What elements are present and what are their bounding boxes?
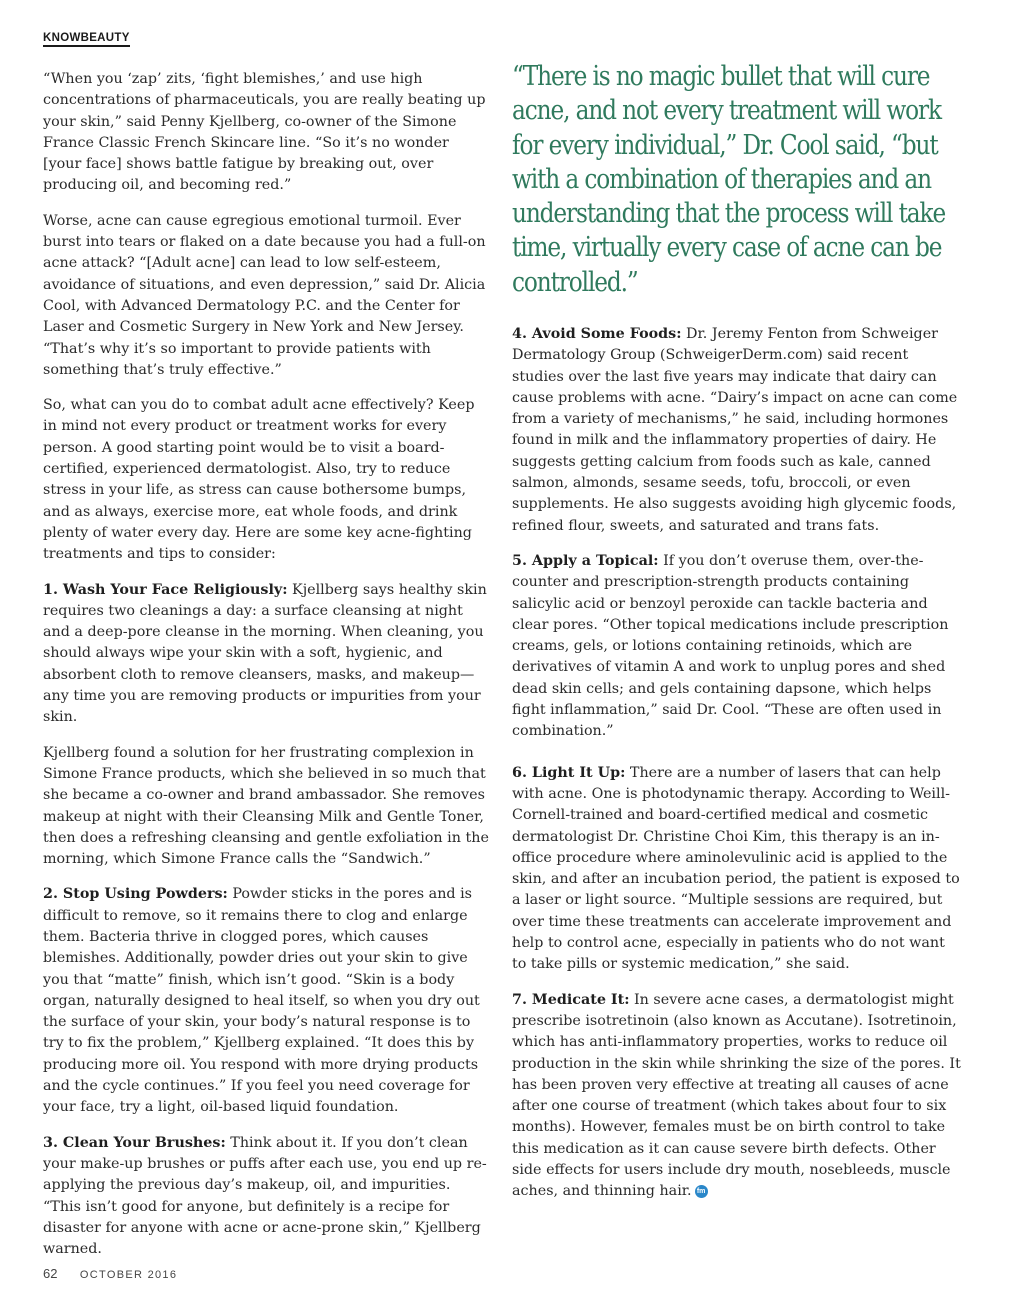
page-footer [43, 1265, 177, 1283]
tip-heading: 1. Wash Your Face Religiously: [43, 581, 288, 598]
tip-wash-face: 1. Wash Your Face Religiously: Kjellberg says healthy skin requires two cleanings a day: a surface cleansing at night and a deep-pore cleanse in the morning. When cleaning, you should always wipe your skin with a soft, hygienic, and absorbent cloth to remove cleansers, masks, and makeup—any time you are removing products or impurities from your skin. [43, 581, 487, 726]
tip-heading: 4. Avoid Some Foods: [512, 326, 682, 342]
issue-date: OCTOBER 2016 [79, 1269, 178, 1281]
tip-medicate-it: 7. Medicate It: In severe acne cases, a dermatologist might prescribe isotretinoin (also known as Accutane). Isotretinoin, which has anti-inflammatory properties, works to reduce oil production in the skin while shrinking the size of the pores. It has been proven very effective at treating all causes of acne after one course of treatment (which takes about four to six months). However, females must be on birth control to take this medication as it can cause severe birth defects. Other side effects for users include dry mouth, nosebleeds, muscle aches, and thinning hair. fm [512, 991, 961, 1200]
right-column [512, 324, 962, 1217]
tip-heading: 5. Apply a Topical: [512, 552, 659, 569]
left-column [43, 69, 490, 1274]
paragraph: Worse, acne can cause egregious emotional turmoil. Ever burst into tears or flaked on a date because you had a full-on acne attack? “[Adult acne] can lead to low self-esteem, avoidance of situations, and even depression,” said Dr. Alicia Cool, with Advanced Dermatology P.C. and the Center for Laser and Cosmetic Surgery in New York and New Jersey. “That’s why it’s so important to provide patients with something that’s truly effective.” [43, 212, 486, 378]
tip-light-it-up: 6. Light It Up: There are a number of lasers that can help with acne. One is photodynamic therapy. According to Weill-Cornell-trained and board-certified medical and cosmetic dermatologist Dr. Christine Choi Kim, this therapy is an in-office procedure where aminolevulinic acid is applied to the skin, and after an incubation period, the patient is exposed to a laser or light source. “Multiple sessions are required, but over time these treatments can accelerate improvement and help to control acne, especially in patients who do not want to take pills or systemic medication,” she said. [512, 764, 960, 973]
paragraph: Kjellberg found a solution for her frustrating complexion in Simone France products, which she believed in so much that she became a co-owner and brand ambassador. She removes makeup at night with their Cleansing Milk and Gentle Toner, then does a refreshing cleansing and gentle exfoliation in the morning, which Simone France calls the “Sandwich.” [43, 744, 489, 868]
paragraph: So, what can you do to combat adult acne effectively? Keep in mind not every product or treatment works for every person. A good starting point would be to visit a board-certified, experienced dermatologist. Also, try to reduce stress in your life, as stress can cause bothersome bumps, and as always, exercise more, eat whole foods, and drink plenty of water every day. Here are some key acne-fighting treatments and tips to consider: [43, 397, 475, 563]
tip-heading: 6. Light It Up: [512, 764, 626, 781]
pull-quote: “There is no magic bullet that will cure acne, and not every treatment will work for every individual,” Dr. Cool said, “but with a combination of therapies and an understanding that the process will take time, virtually every case of acne can be controlled.” [512, 61, 946, 298]
tip-stop-powders: 2. Stop Using Powders: Powder sticks in the pores and is difficult to remove, so it remains there to clog and enlarge them. Bacteria thrive in clogged pores, which causes blemishes. Additionally, powder dries out your skin to give you that “matte” finish, which isn’t good. “Skin is a body organ, naturally designed to heal itself, so when you dry out the surface of your skin, your body’s natural response is to try to fix the problem,” Kjellberg explained. “It does this by producing more oil. You respond with more drying products and the cycle continues.” If you feel you need coverage for your face, try a light, oil-based liquid foundation. [43, 886, 480, 1116]
page-number: 62 [43, 1266, 58, 1281]
tip-clean-brushes: 3. Clean Your Brushes: Think about it. If you don’t clean your make-up brushes or puffs after each use, you end up re-applying the previous day’s makeup, oil, and impurities. “This isn’t good for anyone, but definitely is a recipe for disaster for anyone with acne or acne-prone skin,” Kjellberg warned. [43, 1134, 487, 1258]
tip-avoid-foods: 4. Avoid Some Foods: Dr. Jeremy Fenton from Schweiger Dermatology Group (SchweigerDerm.com) said recent studies over the last five years may indicate that dairy can cause problems with acne. “Dairy’s impact on acne can come from a variety of mechanisms,” he said, including hormones found in milk and the inflammatory properties of dairy. He suggests getting calcium from foods such as kale, canned salmon, almonds, sesame seeds, tofu, broccoli, or even supplements. He also suggests avoiding high glycemic foods, refined flour, sweets, and saturated and trans fats. [512, 326, 958, 534]
tip-heading: 2. Stop Using Powders: [43, 886, 228, 903]
end-mark-icon: fm [695, 1185, 708, 1198]
section-tag: KNOWBEAUTY [43, 32, 130, 47]
paragraph: “When you ‘zap’ zits, ‘fight blemishes,’ and use high concentrations of pharmaceuticals, you are really beating up your skin,” said Penny Kjellberg, co-owner of the Simone France Classic French Skincare line. “So it’s no wonder [your face] shows battle fatigue by breaking out, over producing oil, and becoming red.” [43, 71, 486, 194]
tip-heading: 7. Medicate It: [512, 991, 630, 1008]
tip-heading: 3. Clean Your Brushes: [43, 1134, 226, 1151]
tip-apply-topical: 5. Apply a Topical: If you don’t overuse them, over-the-counter and prescription-strength products containing salicylic acid or benzoyl peroxide can tackle bacteria and clear pores. “Other topical medications include prescription creams, gels, or lotions containing retinoids, which are derivatives of vitamin A and work to unplug pores and shed dead skin cells; and gels containing dapsone, which helps fight inflammation,” said Dr. Cool. “These are often used in combination.” [512, 552, 949, 740]
